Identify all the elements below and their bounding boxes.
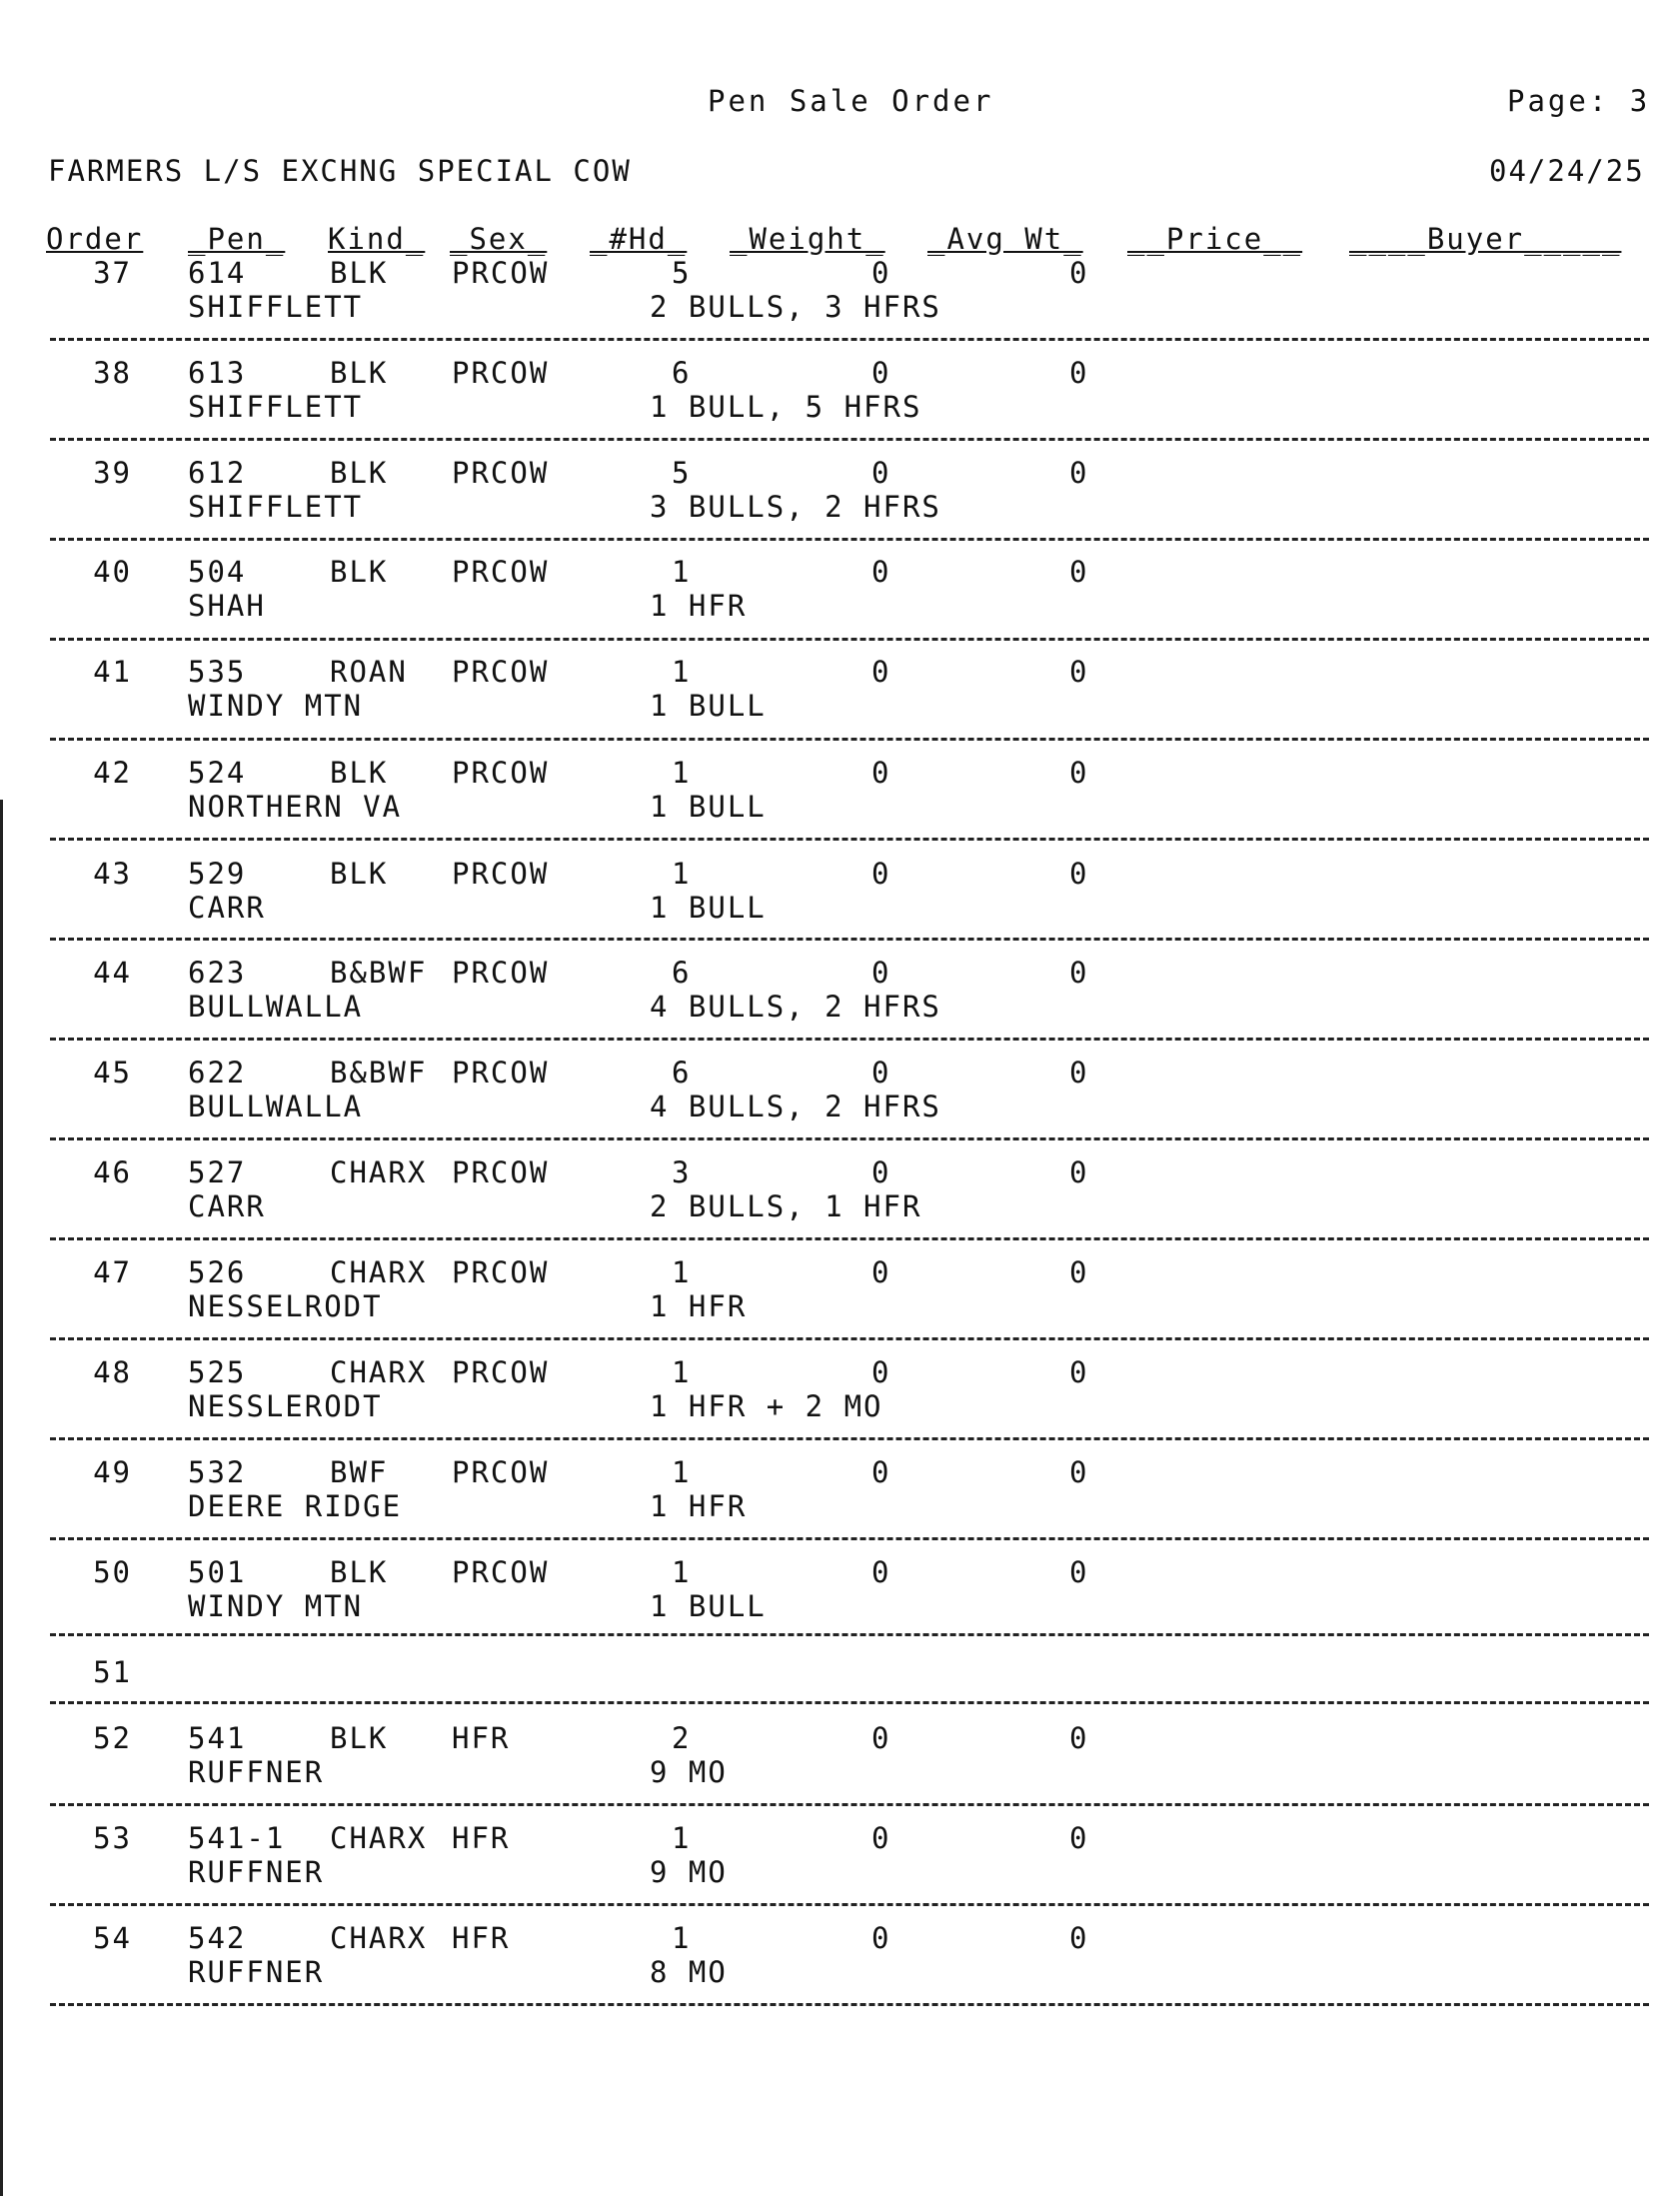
row-consignor: SHIFFLETT <box>188 390 364 424</box>
table-row <box>0 1155 1680 1255</box>
row-kind: CHARX <box>330 1821 428 1855</box>
row-head-count: 1 <box>672 555 692 589</box>
row-consignor: CARR <box>188 891 266 925</box>
row-separator <box>50 2003 1649 2006</box>
row-pen: 613 <box>188 356 247 390</box>
table-row <box>0 1455 1680 1555</box>
row-sex: HFR <box>452 1721 511 1755</box>
row-order: 40 <box>93 555 132 589</box>
row-separator <box>50 1633 1649 1636</box>
row-separator <box>50 1437 1649 1440</box>
row-consignor: SHAH <box>188 589 266 623</box>
row-avg-weight: 0 <box>1069 1921 1089 1955</box>
row-pen: 542 <box>188 1921 247 1955</box>
row-separator <box>50 938 1649 941</box>
row-order: 43 <box>93 857 132 891</box>
row-separator <box>50 1701 1649 1704</box>
row-order: 37 <box>93 256 132 290</box>
row-order: 54 <box>93 1921 132 1955</box>
table-row <box>0 1921 1680 2021</box>
row-weight: 0 <box>871 1355 891 1389</box>
row-notes: 9 MO <box>650 1755 728 1789</box>
table-row <box>0 956 1680 1056</box>
row-consignor: RUFFNER <box>188 1955 325 1989</box>
row-kind: BLK <box>330 756 389 790</box>
row-sex: PRCOW <box>452 1255 550 1289</box>
scan-edge-line <box>0 800 3 2196</box>
row-kind: B&BWF <box>330 956 428 990</box>
row-order: 44 <box>93 956 132 990</box>
row-avg-weight: 0 <box>1069 1255 1089 1289</box>
row-consignor: DEERE RIDGE <box>188 1489 403 1523</box>
row-weight: 0 <box>871 1921 891 1955</box>
table-row <box>0 1255 1680 1355</box>
row-notes: 1 BULL <box>650 891 767 925</box>
row-pen: 623 <box>188 956 247 990</box>
row-consignor: CARR <box>188 1189 266 1223</box>
row-notes: 4 BULLS, 2 HFRS <box>650 990 941 1024</box>
row-sex: PRCOW <box>452 1555 550 1589</box>
row-order: 41 <box>93 655 132 689</box>
row-avg-weight: 0 <box>1069 1821 1089 1855</box>
row-notes: 1 HFR <box>650 1489 748 1523</box>
row-weight: 0 <box>871 1056 891 1090</box>
table-row <box>0 1555 1680 1655</box>
row-weight: 0 <box>871 1721 891 1755</box>
row-kind: ROAN <box>330 655 408 689</box>
row-head-count: 1 <box>672 1555 692 1589</box>
row-consignor: RUFFNER <box>188 1855 325 1889</box>
row-head-count: 5 <box>672 456 692 490</box>
row-avg-weight: 0 <box>1069 356 1089 390</box>
row-head-count: 1 <box>672 857 692 891</box>
row-pen: 526 <box>188 1255 247 1289</box>
column-header-pen: _Pen_ <box>188 222 286 256</box>
row-weight: 0 <box>871 456 891 490</box>
row-avg-weight: 0 <box>1069 756 1089 790</box>
row-order: 53 <box>93 1821 132 1855</box>
column-header-buyer: ____Buyer_____ <box>1349 222 1622 256</box>
column-header-head-count: _#Hd_ <box>590 222 688 256</box>
row-head-count: 1 <box>672 655 692 689</box>
row-head-count: 1 <box>672 1255 692 1289</box>
row-sex: HFR <box>452 1821 511 1855</box>
table-row <box>0 1821 1680 1921</box>
row-weight: 0 <box>871 356 891 390</box>
row-sex: PRCOW <box>452 857 550 891</box>
row-separator <box>50 1803 1649 1806</box>
row-kind: BLK <box>330 456 389 490</box>
row-order: 49 <box>93 1455 132 1489</box>
row-avg-weight: 0 <box>1069 1355 1089 1389</box>
row-avg-weight: 0 <box>1069 1721 1089 1755</box>
row-separator <box>50 1537 1649 1540</box>
row-sex: PRCOW <box>452 956 550 990</box>
row-head-count: 1 <box>672 1355 692 1389</box>
row-head-count: 6 <box>672 356 692 390</box>
row-separator <box>50 738 1649 741</box>
row-separator <box>50 338 1649 341</box>
row-weight: 0 <box>871 555 891 589</box>
row-kind: BLK <box>330 857 389 891</box>
table-row <box>0 756 1680 856</box>
row-kind: CHARX <box>330 1921 428 1955</box>
row-kind: CHARX <box>330 1255 428 1289</box>
row-order: 42 <box>93 756 132 790</box>
row-separator <box>50 1237 1649 1240</box>
row-head-count: 1 <box>672 1821 692 1855</box>
row-notes: 1 HFR <box>650 589 748 623</box>
row-pen: 612 <box>188 456 247 490</box>
table-row <box>0 256 1680 356</box>
row-avg-weight: 0 <box>1069 956 1089 990</box>
row-kind: BLK <box>330 1555 389 1589</box>
row-notes: 2 BULLS, 1 HFR <box>650 1189 922 1223</box>
row-notes: 1 BULL <box>650 790 767 824</box>
row-head-count: 5 <box>672 256 692 290</box>
row-avg-weight: 0 <box>1069 857 1089 891</box>
row-pen: 504 <box>188 555 247 589</box>
column-header-weight: _Weight_ <box>730 222 885 256</box>
row-pen: 525 <box>188 1355 247 1389</box>
row-kind: BLK <box>330 256 389 290</box>
row-consignor: BULLWALLA <box>188 990 364 1024</box>
row-sex: PRCOW <box>452 1355 550 1389</box>
row-separator <box>50 1137 1649 1140</box>
row-sex: PRCOW <box>452 1455 550 1489</box>
row-pen: 614 <box>188 256 247 290</box>
row-order: 48 <box>93 1355 132 1389</box>
row-weight: 0 <box>871 956 891 990</box>
row-consignor: WINDY MTN <box>188 689 364 723</box>
row-order: 38 <box>93 356 132 390</box>
column-header-order: Order <box>46 222 144 256</box>
row-sex: PRCOW <box>452 1155 550 1189</box>
row-kind: CHARX <box>330 1355 428 1389</box>
row-head-count: 2 <box>672 1721 692 1755</box>
row-kind: BLK <box>330 356 389 390</box>
row-separator <box>50 1038 1649 1041</box>
row-weight: 0 <box>871 1555 891 1589</box>
row-kind: CHARX <box>330 1155 428 1189</box>
row-sex: PRCOW <box>452 1056 550 1090</box>
row-sex: PRCOW <box>452 356 550 390</box>
row-pen: 532 <box>188 1455 247 1489</box>
row-consignor: WINDY MTN <box>188 1589 364 1623</box>
row-sex: HFR <box>452 1921 511 1955</box>
table-row <box>0 456 1680 556</box>
row-order: 46 <box>93 1155 132 1189</box>
row-order: 50 <box>93 1555 132 1589</box>
column-header-kind: Kind_ <box>328 222 426 256</box>
row-separator <box>50 638 1649 641</box>
row-order: 39 <box>93 456 132 490</box>
row-pen: 535 <box>188 655 247 689</box>
row-kind: BLK <box>330 1721 389 1755</box>
row-notes: 1 BULL, 5 HFRS <box>650 390 922 424</box>
row-consignor: BULLWALLA <box>188 1090 364 1123</box>
row-avg-weight: 0 <box>1069 456 1089 490</box>
row-notes: 4 BULLS, 2 HFRS <box>650 1090 941 1123</box>
row-consignor: NESSLERODT <box>188 1389 383 1423</box>
row-notes: 1 BULL <box>650 689 767 723</box>
row-head-count: 6 <box>672 956 692 990</box>
row-sex: PRCOW <box>452 655 550 689</box>
report-title: Pen Sale Order <box>708 84 994 118</box>
column-header-avg-weight: _Avg Wt_ <box>927 222 1083 256</box>
row-weight: 0 <box>871 857 891 891</box>
table-row <box>0 1721 1680 1821</box>
row-avg-weight: 0 <box>1069 655 1089 689</box>
row-order: 45 <box>93 1056 132 1090</box>
table-row <box>0 1355 1680 1455</box>
row-weight: 0 <box>871 1155 891 1189</box>
row-notes: 1 HFR <box>650 1289 748 1323</box>
row-weight: 0 <box>871 1821 891 1855</box>
row-head-count: 1 <box>672 1921 692 1955</box>
row-notes: 1 HFR + 2 MO <box>650 1389 883 1423</box>
row-weight: 0 <box>871 655 891 689</box>
row-avg-weight: 0 <box>1069 1555 1089 1589</box>
row-consignor: RUFFNER <box>188 1755 325 1789</box>
row-pen: 541-1 <box>188 1821 286 1855</box>
row-kind: BWF <box>330 1455 389 1489</box>
row-sex: PRCOW <box>452 756 550 790</box>
row-consignor: SHIFFLETT <box>188 290 364 324</box>
row-separator <box>50 538 1649 541</box>
row-sex: PRCOW <box>452 456 550 490</box>
row-head-count: 3 <box>672 1155 692 1189</box>
row-separator <box>50 1903 1649 1906</box>
row-avg-weight: 0 <box>1069 1455 1089 1489</box>
row-consignor: NESSELRODT <box>188 1289 383 1323</box>
row-separator <box>50 1337 1649 1340</box>
report-date: 04/24/25 <box>1489 154 1645 188</box>
row-separator <box>50 438 1649 441</box>
table-row <box>0 356 1680 456</box>
row-pen: 501 <box>188 1555 247 1589</box>
row-pen: 527 <box>188 1155 247 1189</box>
row-pen: 524 <box>188 756 247 790</box>
row-avg-weight: 0 <box>1069 1155 1089 1189</box>
organization-name: FARMERS L/S EXCHNG SPECIAL COW <box>48 154 632 188</box>
row-weight: 0 <box>871 1255 891 1289</box>
row-notes: 3 BULLS, 2 HFRS <box>650 490 941 524</box>
row-notes: 9 MO <box>650 1855 728 1889</box>
row-weight: 0 <box>871 1455 891 1489</box>
row-pen: 529 <box>188 857 247 891</box>
row-avg-weight: 0 <box>1069 256 1089 290</box>
table-row <box>0 1056 1680 1155</box>
row-order: 51 <box>93 1655 132 1689</box>
row-head-count: 6 <box>672 1056 692 1090</box>
row-consignor: SHIFFLETT <box>188 490 364 524</box>
row-kind: B&BWF <box>330 1056 428 1090</box>
row-head-count: 1 <box>672 1455 692 1489</box>
row-order: 47 <box>93 1255 132 1289</box>
row-avg-weight: 0 <box>1069 1056 1089 1090</box>
table-row <box>0 857 1680 957</box>
row-pen: 541 <box>188 1721 247 1755</box>
row-separator <box>50 838 1649 841</box>
row-notes: 1 BULL <box>650 1589 767 1623</box>
row-kind: BLK <box>330 555 389 589</box>
row-pen: 622 <box>188 1056 247 1090</box>
row-notes: 2 BULLS, 3 HFRS <box>650 290 941 324</box>
row-avg-weight: 0 <box>1069 555 1089 589</box>
row-order: 52 <box>93 1721 132 1755</box>
row-sex: PRCOW <box>452 555 550 589</box>
row-notes: 8 MO <box>650 1955 728 1989</box>
row-weight: 0 <box>871 256 891 290</box>
row-weight: 0 <box>871 756 891 790</box>
column-header-price: __Price__ <box>1127 222 1303 256</box>
page-number: Page: 3 <box>1507 84 1651 118</box>
row-head-count: 1 <box>672 756 692 790</box>
column-header-sex: _Sex_ <box>450 222 548 256</box>
row-sex: PRCOW <box>452 256 550 290</box>
row-consignor: NORTHERN VA <box>188 790 403 824</box>
